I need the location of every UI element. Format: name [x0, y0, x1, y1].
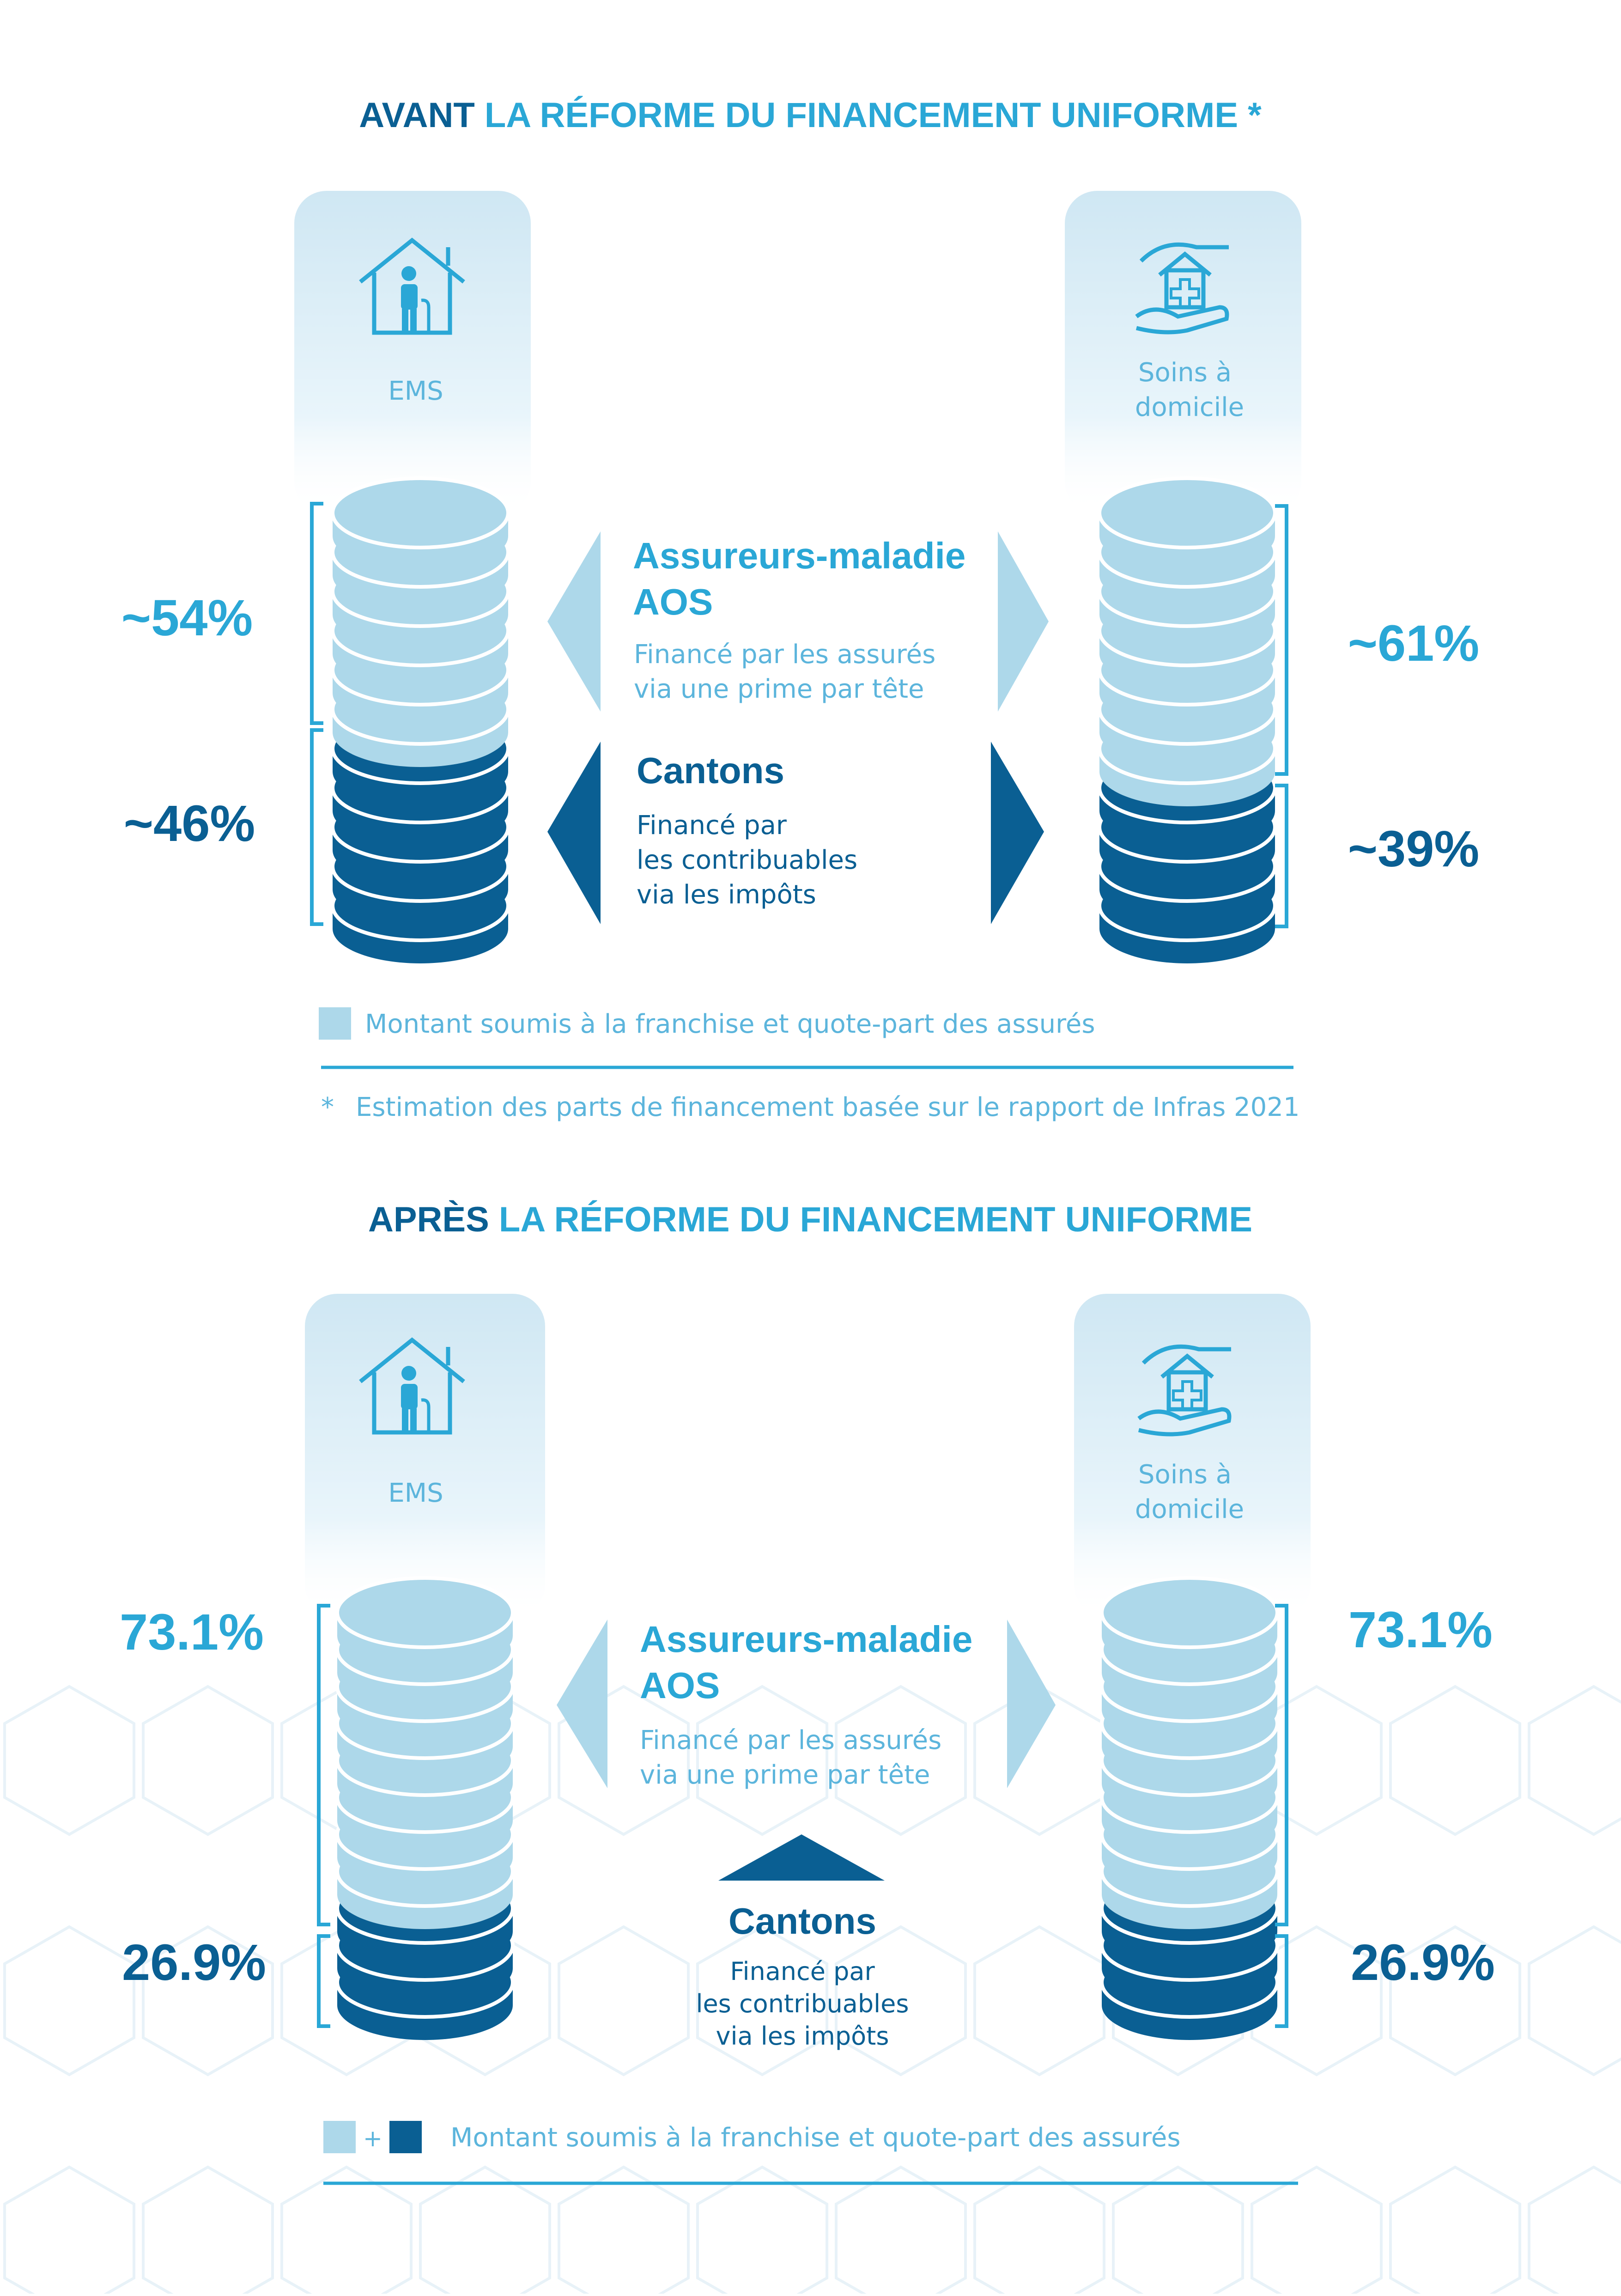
insurers-desc-after-line1: Financé par les assurés	[640, 1725, 942, 1755]
coin-insurer	[1099, 478, 1275, 571]
ems-canton-bracket	[312, 730, 323, 924]
home-care-panel	[1065, 191, 1301, 514]
insurers-title-line1: Assureurs-maladie	[633, 535, 966, 576]
coin-insurer	[1102, 1578, 1277, 1670]
legend-swatch-light-after	[323, 2121, 356, 2153]
home-care-label-line1: Soins à	[1138, 358, 1232, 388]
home-care-panel-after	[1074, 1294, 1311, 1617]
ems-insurer-percent: ~54%	[121, 590, 253, 646]
insurers-title-line2: AOS	[633, 581, 713, 622]
cantons-desc-line2: les contribuables	[637, 845, 858, 875]
ems-insurer-percent-after: 73.1%	[120, 1604, 264, 1661]
ems-coin-stack	[333, 478, 508, 963]
home-care-canton-percent: ~39%	[1348, 821, 1480, 877]
home-care-insurer-bracket	[1275, 506, 1287, 774]
insurers-desc-line2: via une prime par tête	[634, 674, 924, 704]
after-title	[368, 1200, 1252, 1239]
home-care-label-after-line2: domicile	[1135, 1494, 1245, 1524]
home-care-coin-stack-after	[1102, 1578, 1277, 2040]
coin-insurer	[337, 1578, 513, 1670]
after-title-highlight: APRÈS	[368, 1200, 489, 1239]
before-title	[359, 96, 1262, 135]
legend-swatch-light	[319, 1007, 351, 1040]
ems-coin-stack-after	[337, 1578, 513, 2040]
cantons-desc-after-line2: les contribuables	[696, 1989, 909, 2018]
insurers-desc-line1: Financé par les assurés	[634, 639, 936, 670]
cantons-desc-line3: via les impôts	[637, 880, 816, 910]
ems-canton-percent: ~46%	[123, 795, 255, 852]
home-care-label-after-line1: Soins à	[1138, 1460, 1232, 1490]
footnote-mark: *	[321, 1092, 334, 1122]
legend-text: Montant soumis à la franchise et quote-part des assurés	[365, 1009, 1095, 1039]
legend-plus: +	[363, 2125, 382, 2152]
legend-text-after: Montant soumis à la franchise et quote-part des assurés	[450, 2123, 1181, 2153]
insurers-title-after-line1: Assureurs-maladie	[640, 1619, 973, 1660]
canton-arrow-left	[547, 742, 601, 924]
footnote-text: Estimation des parts de financement basée sur le rapport de Infras 2021	[356, 1092, 1300, 1122]
home-care-insurer-percent-after: 73.1%	[1348, 1602, 1493, 1658]
before-title-highlight: AVANT	[359, 96, 475, 135]
cantons-title: Cantons	[637, 750, 784, 791]
insurer-arrow-left	[547, 531, 601, 712]
home-care-label-line2: domicile	[1135, 392, 1245, 422]
coin-insurer	[333, 478, 508, 571]
legend-swatch-dark-after	[389, 2121, 422, 2153]
cantons-desc-after-line1: Financé par	[730, 1957, 875, 1986]
section-before	[121, 96, 1479, 1122]
cantons-desc-after-line3: via les impôts	[716, 2022, 889, 2051]
insurers-desc-after-line2: via une prime par tête	[640, 1760, 930, 1790]
home-care-canton-percent-after: 26.9%	[1351, 1934, 1495, 1991]
home-care-insurer-percent: ~61%	[1348, 615, 1480, 672]
insurers-title-after-line2: AOS	[640, 1665, 720, 1706]
ems-label: EMS	[388, 376, 443, 406]
ems-insurer-bracket	[312, 504, 323, 723]
ems-label-after: EMS	[388, 1478, 443, 1508]
home-care-coin-stack	[1099, 478, 1275, 963]
after-title-rest: LA RÉFORME DU FINANCEMENT UNIFORME	[498, 1200, 1253, 1239]
cantons-desc-line1: Financé par	[637, 810, 787, 840]
insurer-arrow-right	[998, 531, 1049, 712]
cantons-title-after: Cantons	[729, 1900, 876, 1942]
ems-canton-percent-after: 26.9%	[122, 1934, 266, 1991]
ems-panel-after	[305, 1294, 545, 1617]
before-title-rest: LA RÉFORME DU FINANCEMENT UNIFORME *	[484, 96, 1262, 135]
canton-arrow-right	[991, 742, 1044, 924]
